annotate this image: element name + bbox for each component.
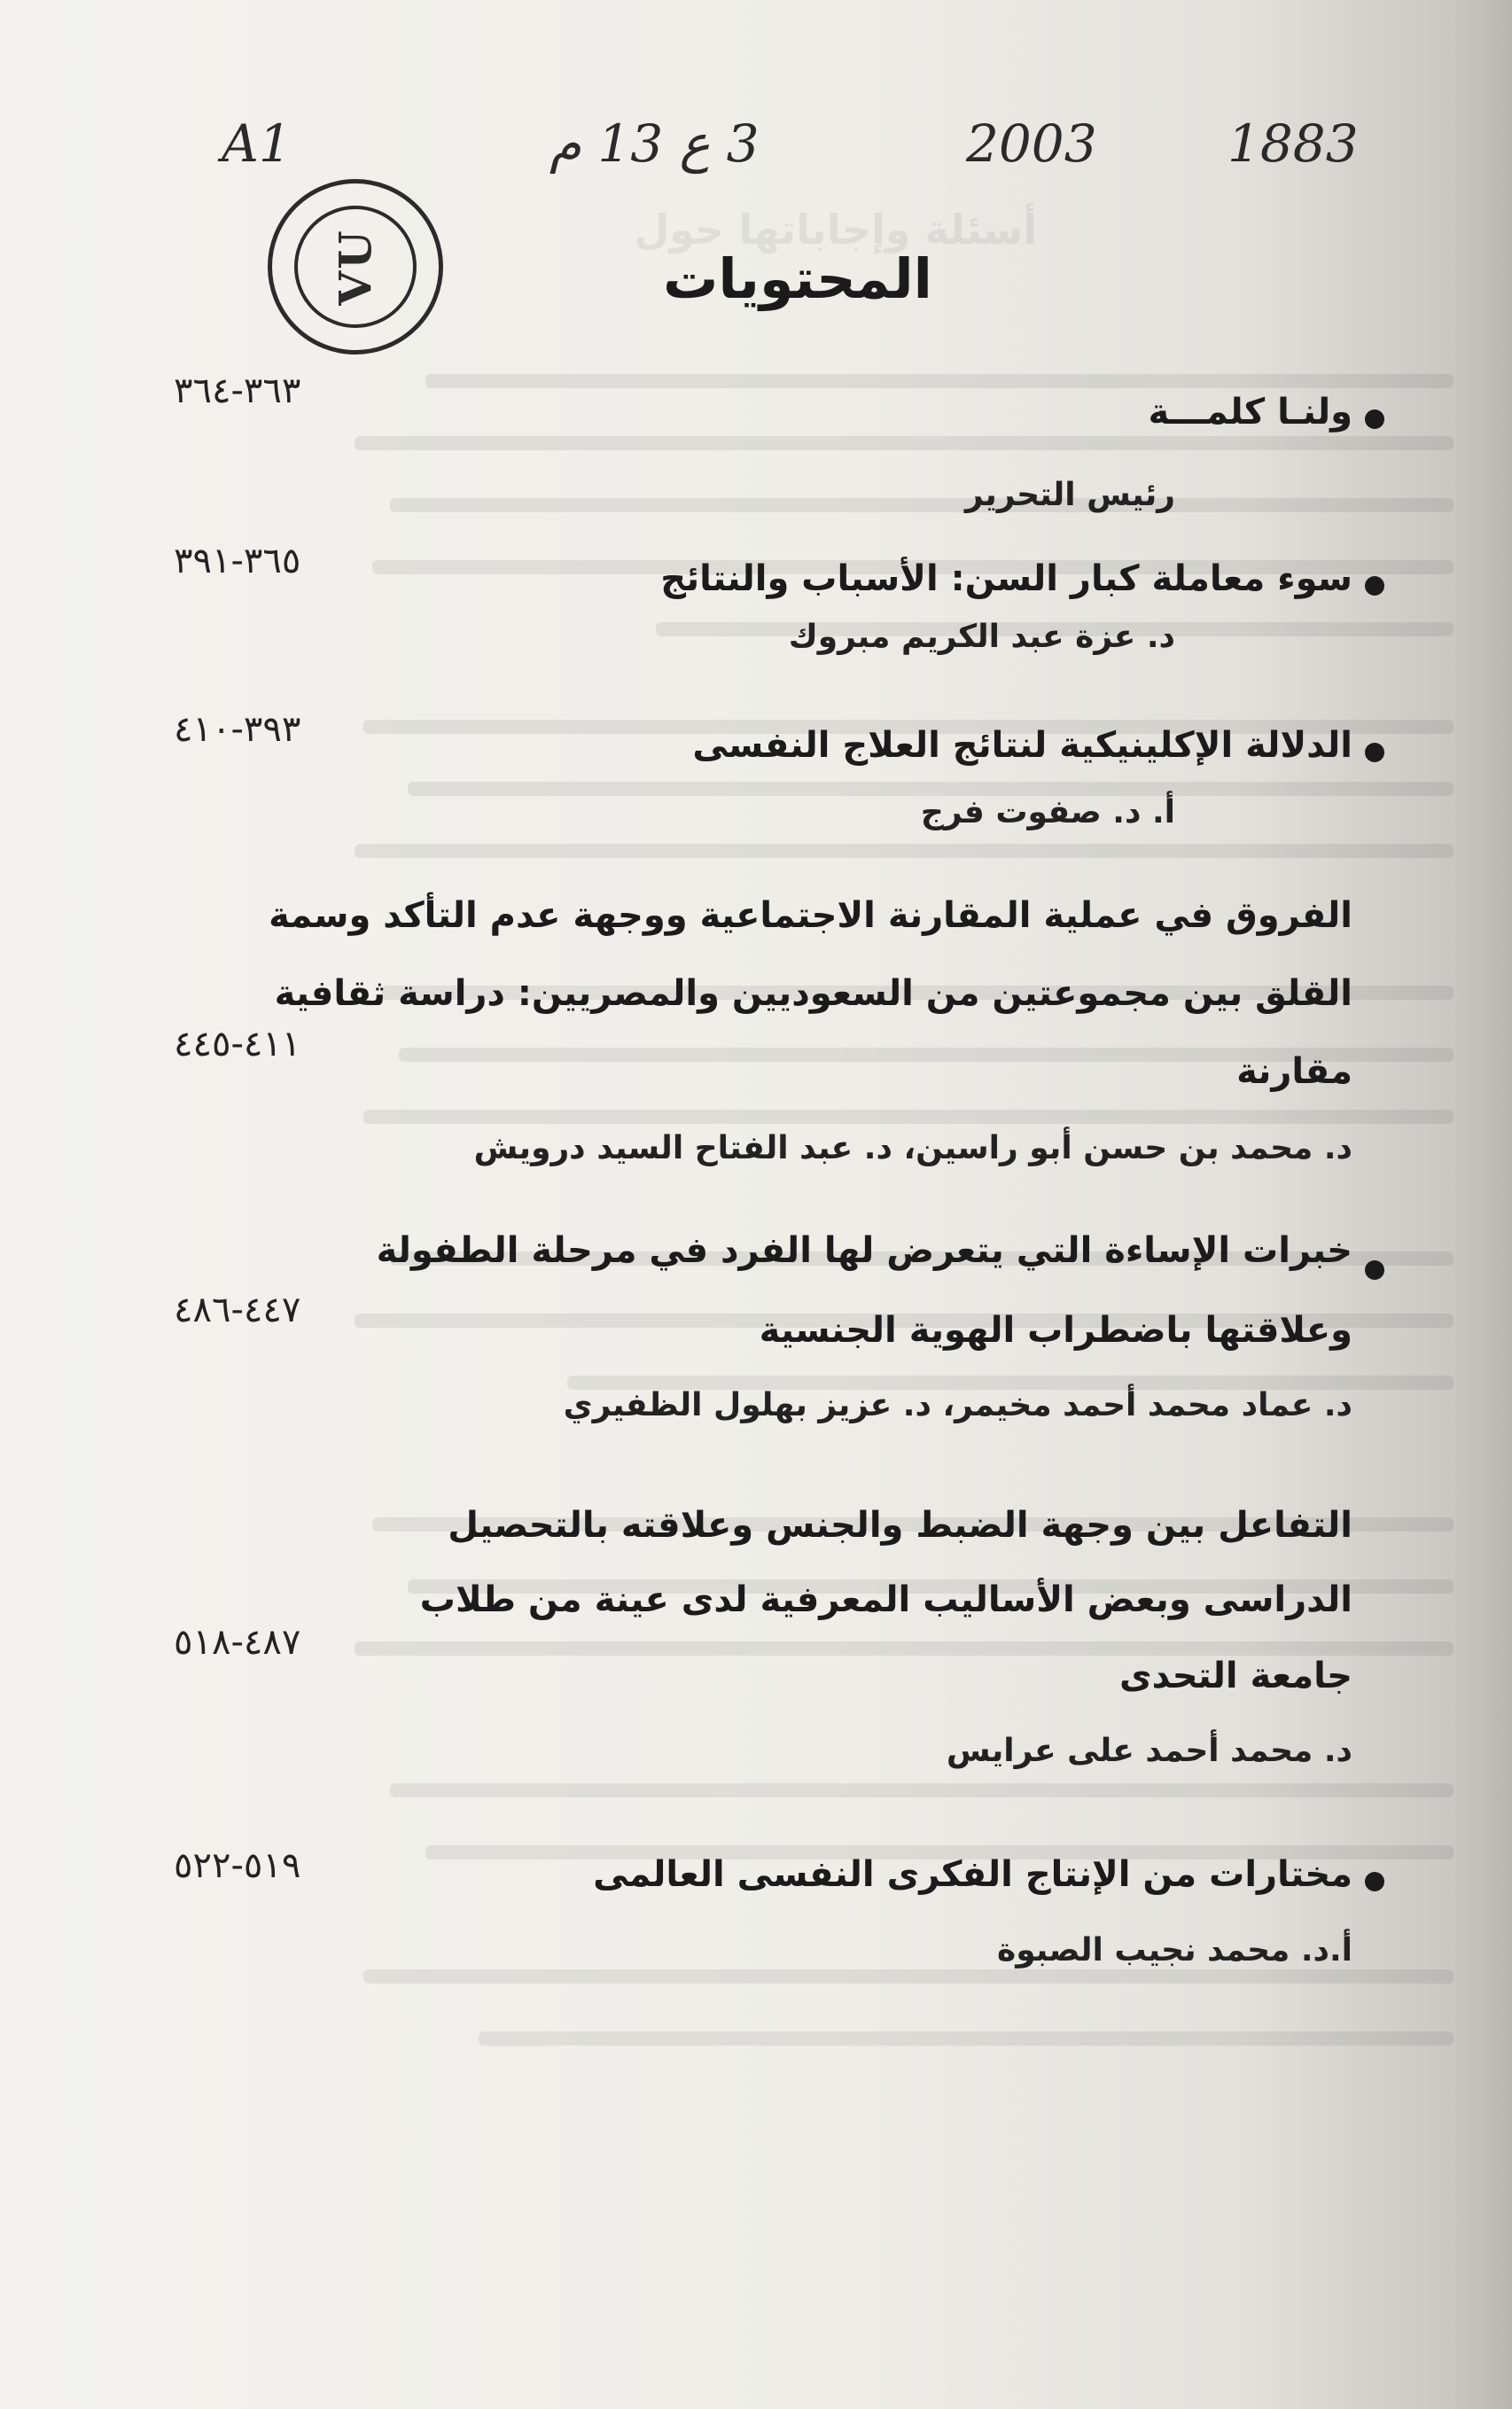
handwritten-issue: 3 ع 13 م (549, 113, 760, 174)
entry-author: أ.د. محمد نجيب الصبوة (996, 1932, 1352, 1969)
bleed-through-line (363, 1969, 1454, 1984)
page-range: ٤٨٧-٥١٨ (174, 1622, 301, 1663)
entry-author: د. عزة عبد الكريم مبروك (788, 619, 1175, 655)
bullet-icon (1365, 1872, 1384, 1891)
bleed-through-line (425, 374, 1454, 388)
bleed-through-line (355, 844, 1454, 858)
handwritten-year: 2003 (966, 113, 1097, 174)
entry-title-line: جامعة التحدى (1118, 1656, 1352, 1696)
page-range: ٤٤٧-٤٨٦ (174, 1290, 301, 1330)
stamp-text: VU (329, 228, 382, 306)
page-range: ٤١١-٤٤٥ (174, 1024, 301, 1064)
page-title: المحتويات (663, 246, 932, 311)
bullet-icon (1365, 1260, 1384, 1280)
entry-author: أ. د. صفوت فرج (920, 794, 1175, 830)
entry-title-line: الدراسى وبعض الأساليب المعرفية لدى عينة من طلاب (419, 1579, 1352, 1620)
page-range: ٥١٩-٥٢٢ (174, 1845, 301, 1886)
entry-title-line: الفروق في عملية المقارنة الاجتماعية ووجهة عدم التأكد وسمة (269, 895, 1352, 936)
entry-title-line: سوء معاملة كبار السن: الأسباب والنتائج (660, 558, 1352, 599)
entry-author: د. محمد أحمد على عرايس (946, 1733, 1352, 1769)
entry-title-line: مختارات من الإنتاج الفكرى النفسى العالمى (593, 1854, 1352, 1895)
bullet-icon (1365, 743, 1384, 762)
entry-title-line: الدلالة الإكلينيكية لنتائج العلاج النفسى (692, 725, 1352, 766)
entry-title-line: ولنـا كلمـــة (1148, 392, 1352, 433)
bleed-through-line (390, 1783, 1454, 1797)
bullet-icon (1365, 576, 1384, 596)
handwritten-code: A1 (222, 113, 292, 174)
entry-title-line: خبرات الإساءة التي يتعرض لها الفرد في مرحلة الطفولة (376, 1230, 1352, 1271)
bullet-icon (1365, 409, 1384, 429)
bleed-through-line (363, 1110, 1454, 1124)
page-range: ٣٦٣-٣٦٤ (174, 370, 301, 411)
page-range: ٣٦٥-٣٩١ (174, 541, 301, 581)
page-range: ٣٩٣-٤١٠ (174, 709, 301, 750)
library-stamp (268, 179, 443, 355)
entry-title-line: مقارنة (1236, 1051, 1352, 1092)
entry-title-line: التفاعل بين وجهة الضبط والجنس وعلاقته بالتحصيل (448, 1505, 1352, 1546)
entry-author: رئيس التحرير (964, 477, 1175, 513)
entry-author: د. عماد محمد أحمد مخيمر، د. عزيز بهلول الظفيري (563, 1387, 1352, 1423)
entry-title-line: وعلاقتها باضطراب الهوية الجنسية (759, 1310, 1352, 1351)
entry-title-line: القلق بين مجموعتين من السعوديين والمصريين: دراسة ثقافية (274, 973, 1352, 1014)
bleed-through-line (479, 2031, 1454, 2046)
bleed-through-line (355, 1641, 1454, 1656)
stamp-inner-ring (294, 206, 417, 328)
handwritten-serial: 1883 (1228, 113, 1359, 174)
bleed-through-title: أسئلة وإجاباتها حول (634, 206, 1037, 253)
bleed-through-line (355, 436, 1454, 450)
entry-author: د. محمد بن حسن أبو راسين، د. عبد الفتاح السيد درويش (473, 1130, 1352, 1166)
